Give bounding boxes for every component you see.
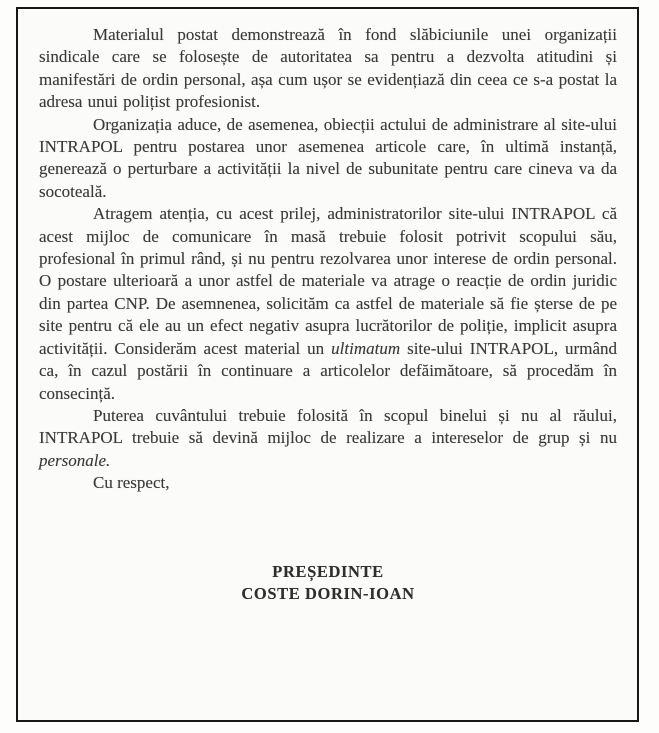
paragraph-3-italic-word: ultimatum bbox=[331, 338, 401, 358]
scanned-page bbox=[16, 7, 639, 722]
paragraph-2 bbox=[39, 114, 617, 204]
paragraph-4-text-before: Puterea cuvântului trebuie folosită în scopul binelui și nu al răului, INTRAPOL trebuie să devină mijloc de realizare a intereselor de grup și nu bbox=[39, 405, 617, 448]
paragraph-3-text-before: Atragem atenția, cu acest prilej, administratorilor site-ului INTRAPOL că acest mijloc de comunicare în masă trebuie folosit potrivit scopului său, profesional în primul rând, și nu pentru rezolvarea unor interese de ordin personal. O postare ulterioară a unor astfel de materiale va atrage o reacție de ordin juridic din partea CNP. De asemnenea, solicităm ca astfel de materiale să fie șterse de pe site pentru că ele au un efect negativ asupra lucrătorilor de poliție, implicit asupra activității. Considerăm acest material un bbox=[39, 204, 617, 358]
paragraph-3 bbox=[39, 203, 617, 405]
paragraph-1 bbox=[39, 24, 617, 114]
paragraph-1-text: Materialul postat demonstrează în fond slăbiciunile unei organizații sindicale care se folosește de autoritatea sa pentru a dezvolta atitudini și manifestări de ordin personal, așa cum ușor se evidențiază din ceea ce s-a postat la adresa unui polițist profesionist. bbox=[39, 25, 617, 112]
paragraph-2-text: Organizația aduce, de asemenea, obiecții actului de administrare al site-ului INTRAPOL pentru postarea unor asemenea articole care, în ultimă instanță, generează o perturbare a activității la nivel de subunitate pentru care cineva va da socoteală. bbox=[39, 114, 617, 201]
signature-title: PREȘEDINTE bbox=[272, 561, 384, 581]
signature-block bbox=[39, 561, 617, 605]
letter-body bbox=[18, 9, 637, 605]
paragraph-4-italic-word: personale. bbox=[39, 450, 111, 470]
closing-salutation-text: Cu respect, bbox=[93, 473, 170, 493]
signature-name: COSTE DORIN-IOAN bbox=[241, 583, 415, 603]
closing-salutation bbox=[39, 472, 617, 494]
paragraph-4 bbox=[39, 405, 617, 472]
paragraph-3-text-after: site-ului INTRAPOL, urmând ca, în cazul postării în continuare a articolelor defăimătoare, să procedăm în consecință. bbox=[39, 338, 617, 403]
